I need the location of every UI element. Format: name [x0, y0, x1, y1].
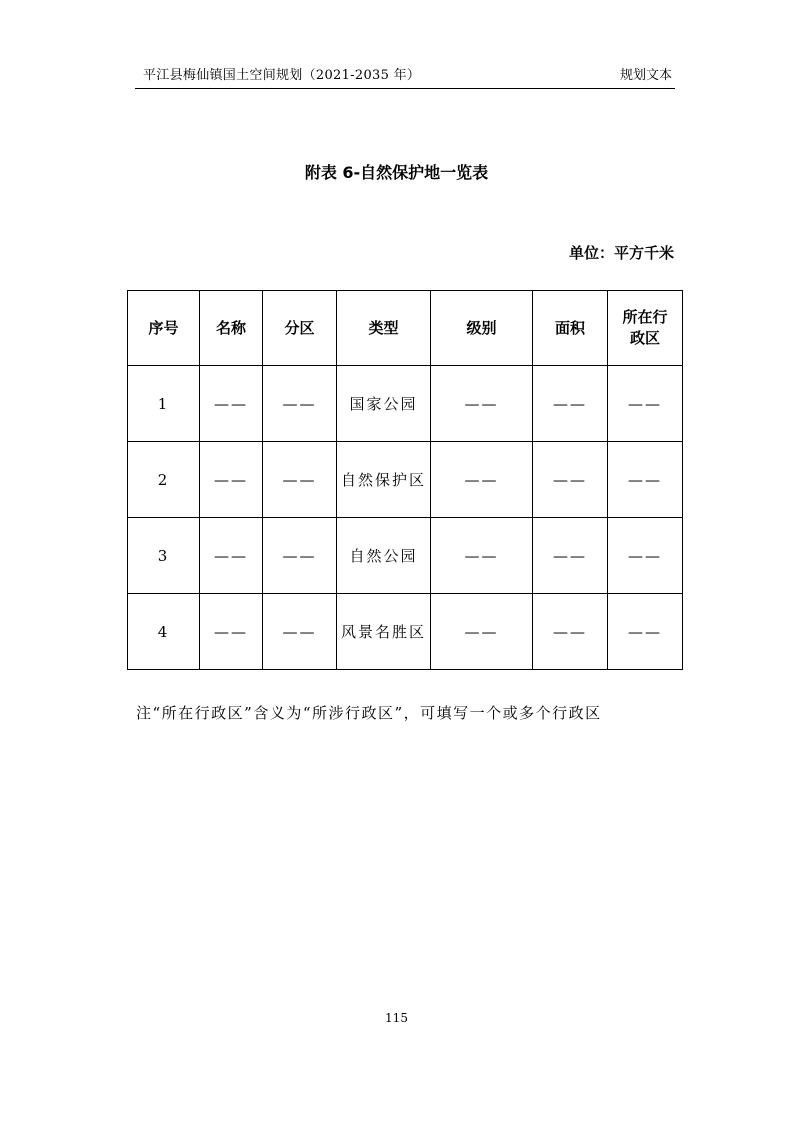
table-row: [128, 366, 683, 442]
header-divider: [135, 88, 675, 89]
table-footnote: 注“所在行政区”含义为“所涉行政区”，可填写一个或多个行政区: [136, 704, 602, 722]
cell-level: ——: [431, 442, 533, 518]
cell-level: ——: [431, 518, 533, 594]
cell-area: ——: [533, 518, 608, 594]
cell-name: ——: [200, 366, 263, 442]
cell-type: 国家公园: [337, 366, 431, 442]
column-header-district: 所在行政区: [608, 291, 683, 366]
cell-type: 自然保护区: [337, 442, 431, 518]
column-header-level: 级别: [431, 291, 533, 366]
cell-district: ——: [608, 366, 683, 442]
cell-zone: ——: [263, 594, 337, 670]
column-header-area: 面积: [533, 291, 608, 366]
cell-name: ——: [200, 594, 263, 670]
running-header-section: 规划文本: [619, 68, 672, 83]
cell-zone: ——: [263, 366, 337, 442]
protected-areas-table: [127, 290, 683, 670]
cell-index: 1: [128, 366, 200, 442]
cell-area: ——: [533, 442, 608, 518]
running-header-title: 平江县梅仙镇国土空间规划（2021-2035 年）: [143, 68, 421, 83]
table-row: [128, 594, 683, 670]
column-header-type: 类型: [337, 291, 431, 366]
column-header-index: 序号: [128, 291, 200, 366]
page-number: 115: [385, 1011, 408, 1025]
cell-type: 自然公园: [337, 518, 431, 594]
cell-district: ——: [608, 594, 683, 670]
column-header-zone: 分区: [263, 291, 337, 366]
cell-name: ——: [200, 442, 263, 518]
column-header-name: 名称: [200, 291, 263, 366]
cell-index: 4: [128, 594, 200, 670]
cell-area: ——: [533, 366, 608, 442]
table-title: 附表 6-自然保护地一览表: [304, 163, 489, 182]
unit-label: 单位：平方千米: [568, 244, 674, 262]
table-row: [128, 442, 683, 518]
cell-zone: ——: [263, 518, 337, 594]
cell-district: ——: [608, 442, 683, 518]
cell-level: ——: [431, 366, 533, 442]
cell-index: 3: [128, 518, 200, 594]
cell-area: ——: [533, 594, 608, 670]
table-header-row: [128, 291, 683, 366]
cell-zone: ——: [263, 442, 337, 518]
cell-type: 风景名胜区: [337, 594, 431, 670]
cell-level: ——: [431, 594, 533, 670]
table-row: [128, 518, 683, 594]
cell-district: ——: [608, 518, 683, 594]
cell-index: 2: [128, 442, 200, 518]
cell-name: ——: [200, 518, 263, 594]
